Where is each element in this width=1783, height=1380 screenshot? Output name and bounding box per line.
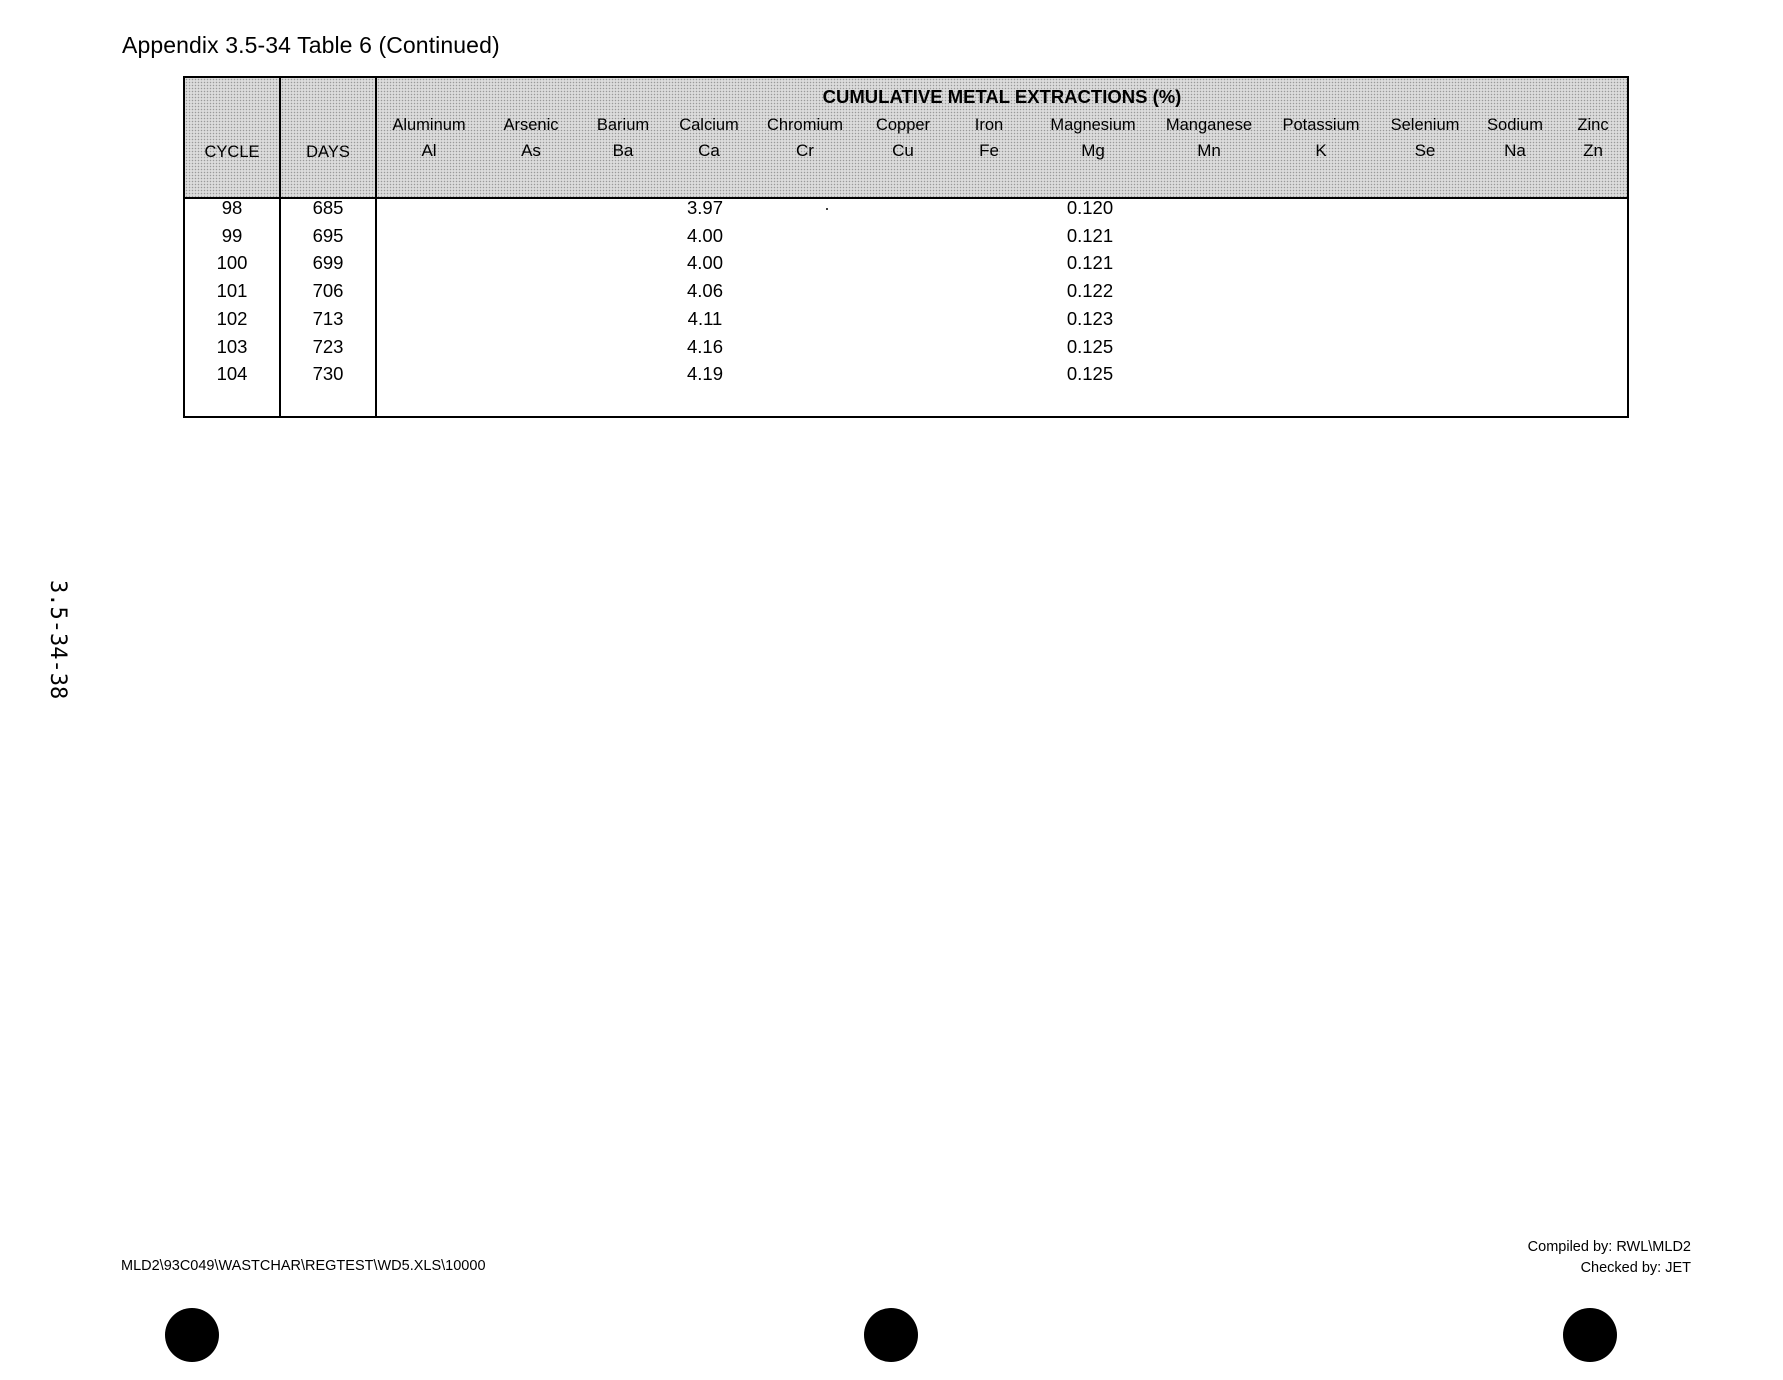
binder-hole-center [864,1308,918,1362]
checked-by: Checked by: JET [1580,1260,1691,1276]
days-cell: 706 [312,280,344,302]
metal-name-header: Barium [596,116,650,134]
metal-symbol-header: Se [1414,141,1436,160]
magnesium-cell: 0.121 [1066,252,1114,274]
metal-symbol-header: Ba [612,141,634,160]
cycle-cell: 102 [216,307,248,329]
compiled-by: Compiled by: RWL\MLD2 [1527,1239,1691,1255]
magnesium-cell: 0.122 [1066,280,1114,302]
compiled-checked-block [1528,1237,1691,1279]
metal-name-header: Selenium [1390,116,1460,134]
calcium-cell: 4.00 [686,252,723,274]
days-header: DAYS [306,143,350,161]
metal-name-header: Zinc [1577,116,1609,134]
metal-symbol-header: Na [1504,141,1526,160]
days-cell: 699 [312,252,344,274]
page-number: 3.5-34-38 [45,580,70,700]
cycle-cell: 98 [221,197,243,218]
metal-name-header: Potassium [1282,116,1360,134]
header-divider [185,197,1627,199]
scan-speck [826,208,828,210]
metal-symbol-header: Zn [1583,141,1603,160]
days-cell: 695 [312,224,344,246]
metal-name-header: Calcium [679,116,739,134]
metal-name-header: Chromium [766,116,844,134]
calcium-cell: 4.00 [686,224,723,246]
metal-name-header: Manganese [1165,116,1253,134]
days-cell: 685 [312,197,344,218]
table-title: Appendix 3.5-34 Table 6 (Continued) [122,32,500,58]
metal-name-header: Arsenic [503,116,559,134]
binder-hole-right [1563,1308,1617,1362]
magnesium-cell: 0.123 [1066,307,1114,329]
cycle-cell: 104 [216,363,248,385]
calcium-cell: 4.11 [687,307,723,329]
metal-symbol-header: Mn [1197,141,1221,160]
metal-symbol-header: K [1315,141,1327,160]
calcium-cell: 4.06 [686,280,723,302]
metal-symbol-header: Al [421,141,437,160]
binder-hole-left [165,1308,219,1362]
cycle-header: CYCLE [204,143,260,161]
group-header: CUMULATIVE METAL EXTRACTIONS (%) [822,86,1182,107]
metal-extractions-table [183,76,1629,418]
file-path: MLD2\93C049\WASTCHAR\REGTEST\WD5.XLS\10000 [121,1258,486,1274]
cycle-cell: 101 [216,280,248,302]
metal-name-header: Magnesium [1050,116,1136,134]
metal-symbol-header: Ca [698,141,720,160]
magnesium-cell: 0.125 [1066,363,1114,385]
days-cell: 723 [312,335,344,357]
magnesium-cell: 0.121 [1066,224,1114,246]
calcium-cell: 4.16 [686,335,723,357]
calcium-cell: 3.97 [686,197,723,218]
metal-name-header: Iron [974,116,1004,134]
days-cell: 713 [312,307,344,329]
cycle-cell: 99 [221,224,243,246]
metal-symbol-header: As [521,141,541,160]
metal-name-header: Sodium [1487,116,1543,134]
metal-symbol-header: Cu [892,141,914,160]
days-cell: 730 [312,363,344,385]
metal-name-header: Aluminum [392,116,466,134]
magnesium-cell: 0.125 [1066,335,1114,357]
metal-symbol-header: Fe [979,141,999,160]
cycle-cell: 100 [216,252,248,274]
magnesium-cell: 0.120 [1066,197,1114,218]
metal-symbol-header: Mg [1081,141,1105,160]
cycle-cell: 103 [216,335,248,357]
metal-symbol-header: Cr [796,141,814,160]
calcium-cell: 4.19 [686,363,723,385]
metal-name-header: Copper [875,116,931,134]
